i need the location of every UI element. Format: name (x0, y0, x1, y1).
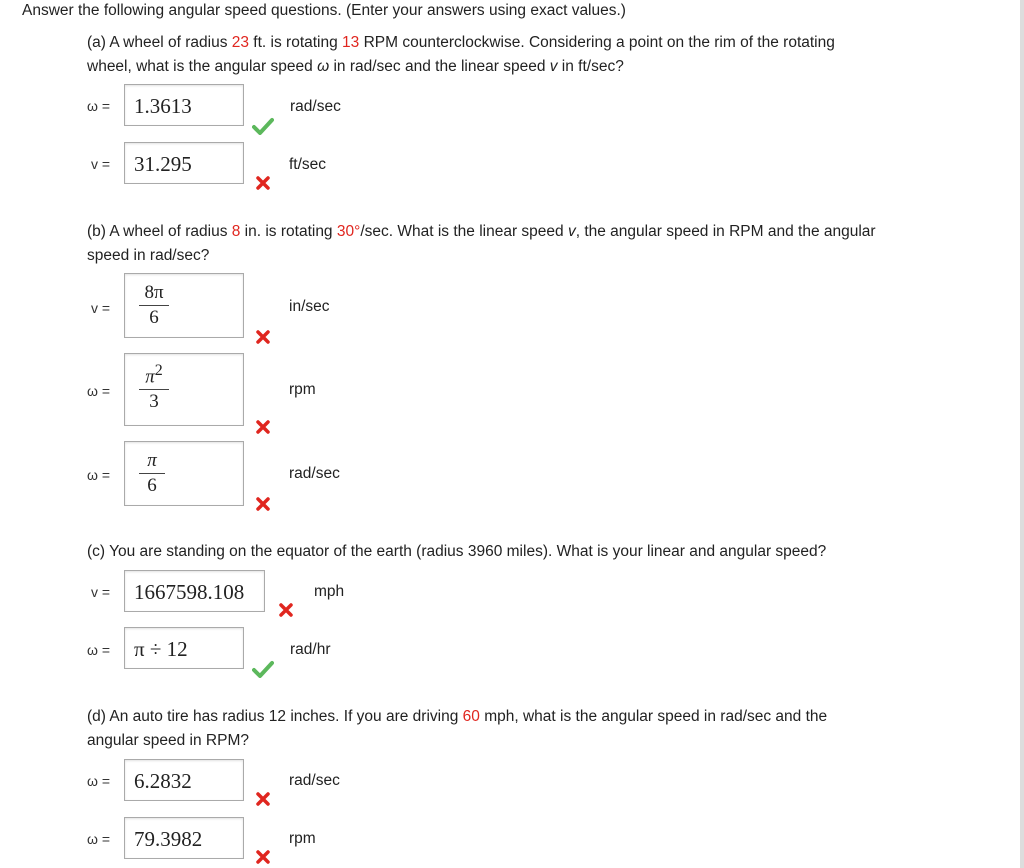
unit-label: rad/sec (289, 465, 340, 482)
answer-b-rpm-input[interactable]: $\pi^2$ 3 (124, 353, 244, 426)
unit-label: in/sec (289, 298, 330, 315)
correct-check-icon (252, 660, 274, 678)
omega-label: ω = (87, 773, 110, 789)
answer-b-v-input[interactable]: 8π 6 (124, 273, 244, 338)
rpm-value: 13 (342, 34, 360, 51)
rate-value: 30° (336, 223, 361, 240)
answer-c-v-input[interactable]: 1667598.108 (124, 570, 265, 612)
omega-label: ω = (87, 642, 110, 658)
answer-c-omega-input[interactable]: π ÷ 12 (124, 627, 244, 669)
unit-label: rpm (289, 830, 316, 847)
unit-label: rad/sec (289, 772, 340, 789)
incorrect-x-icon (255, 791, 271, 807)
incorrect-x-icon (255, 496, 271, 512)
omega-label: ω = (87, 831, 110, 847)
unit-label: rad/sec (290, 98, 341, 115)
v-label: v = (91, 300, 111, 316)
incorrect-x-icon (278, 602, 294, 618)
radius-value: 23 (231, 34, 249, 51)
incorrect-x-icon (255, 419, 271, 435)
answer-b-rad-input[interactable]: π 6 (124, 441, 244, 506)
omega-label: ω = (87, 467, 110, 483)
question-a: (a) A wheel of radius 23 ft. is rotating 13 RPM counterclockwise. Considering a point on the rim of the rotating wheel, what is the angular speed ω in rad/sec and the linear speed v in ft/sec? (87, 34, 835, 75)
question-b: (b) A wheel of radius 8 in. is rotating 30°/sec. What is the linear speed v, the angular speed in RPM and the angular speed in rad/sec? (87, 223, 876, 264)
incorrect-x-icon (255, 329, 271, 345)
unit-label: ft/sec (289, 156, 327, 173)
answer-d-rad-input[interactable]: 6.2832 (124, 759, 244, 801)
answer-a-omega-input[interactable]: 1.3613 (124, 84, 244, 126)
answer-d-rpm-input[interactable]: 79.3982 (124, 817, 244, 859)
instructions: Answer the following angular speed questions. (Enter your answers using exact values.) (22, 2, 626, 19)
question-d: (d) An auto tire has radius 12 inches. If you are driving 60 mph, what is the angular speed in rad/sec and the angular speed in RPM? (87, 708, 828, 749)
omega-label: ω = (87, 98, 110, 114)
omega-label: ω = (87, 383, 110, 399)
incorrect-x-icon (255, 175, 271, 191)
question-c: (c) You are standing on the equator of the earth (radius 3960 miles). What is your linear and angular speed? (87, 543, 827, 560)
radius-value: 8 (231, 223, 241, 240)
incorrect-x-icon (255, 849, 271, 865)
unit-label: rpm (289, 381, 316, 398)
v-label: v = (91, 584, 111, 600)
speed-value: 60 (462, 708, 480, 725)
unit-label: rad/hr (290, 641, 331, 658)
unit-label: mph (314, 583, 345, 600)
v-label: v = (91, 156, 111, 172)
answer-a-v-input[interactable]: 31.295 (124, 142, 244, 184)
scrollbar-edge[interactable] (1020, 0, 1024, 868)
correct-check-icon (252, 117, 274, 135)
